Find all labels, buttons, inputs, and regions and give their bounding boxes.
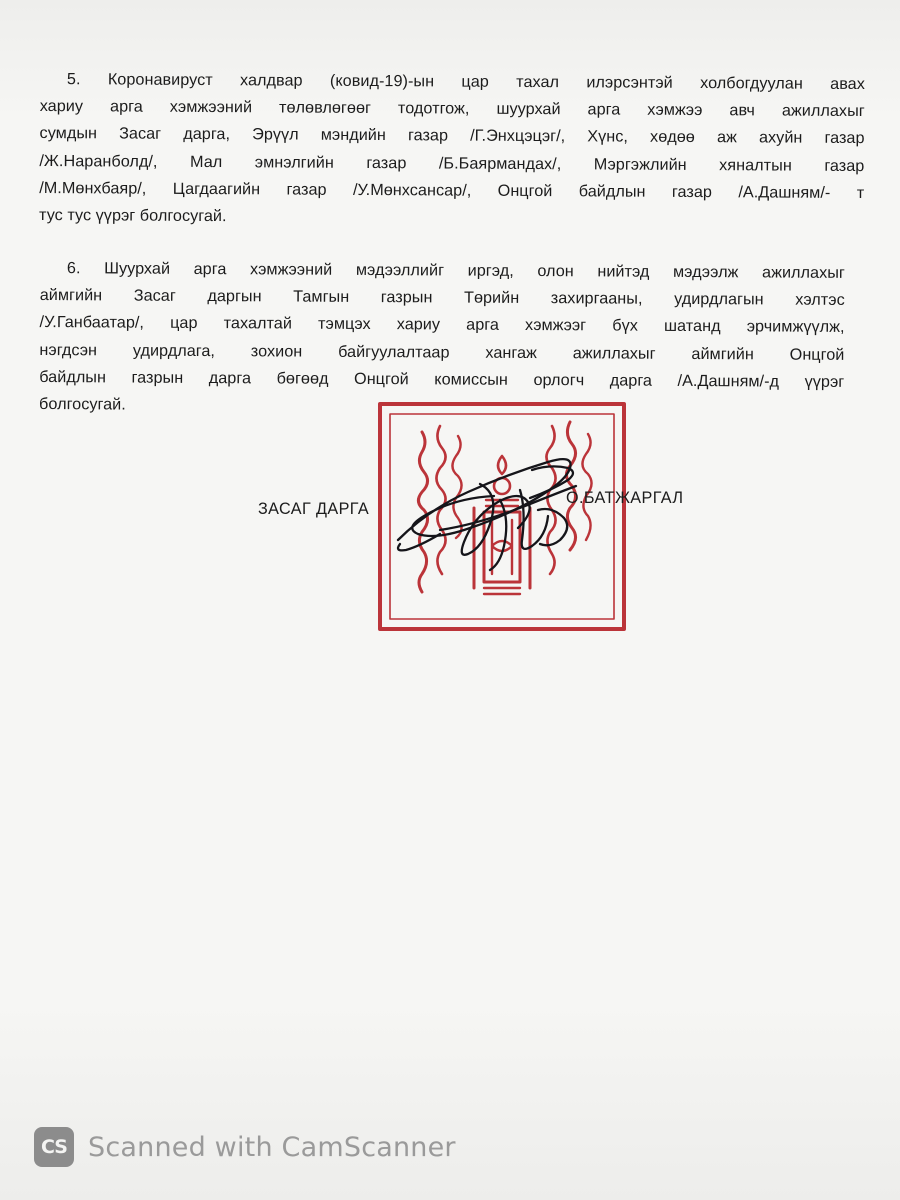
- paragraph-5-line: сумдын Засаг дарга, Эрүүл мэндийн газар /Г.Энхцэцэг/, Хүнс, хөдөө аж ахуйн газар: [39, 124, 865, 148]
- paragraph-5-line: /Ж.Наранболд/, Мал эмнэлгийн газар /Б.Баярмандах/, Мэргэжлийн хяналтын газар: [39, 151, 865, 175]
- paragraph-6-line: /У.Ганбаатар/, цар тахалтай тэмцэх хариу арга хэмжээг бүх шатанд эрчимжүүлж,: [39, 313, 845, 337]
- camscanner-watermark: [34, 1125, 456, 1169]
- paragraph-5-line: 5. Коронавируст халдвар (ковид-19)-ын цар тахал илэрсэнтэй холбогдуулан авах: [66, 70, 865, 94]
- paragraph-6-line: аймгийн Засаг даргын Тамгын газрын Төрийн захиргааны, удирдлагын хэлтэс: [39, 286, 845, 310]
- camscanner-watermark-text: Scanned with CamScanner: [88, 1131, 456, 1163]
- paragraph-6-line: болгосугай.: [39, 395, 126, 414]
- camscanner-logo-icon: CS: [34, 1127, 74, 1167]
- paragraph-5-line: хариу арга хэмжээний төлөвлөгөөг тодотгож, шуурхай арга хэмжээ авч ажиллахыг: [39, 97, 865, 121]
- signatory-name: О.БАТЖАРГАЛ: [566, 489, 684, 507]
- paragraph-6-line: 6. Шуурхай арга хэмжээний мэдээллийг иргэд, олон нийтэд мэдээлж ажиллахыг: [66, 259, 845, 282]
- paragraph-6-line: нэгдсэн удирдлага, зохион байгуулалтаар хангаж ажиллахыг аймгийн Онцгой: [39, 340, 845, 364]
- signature-title: ЗАСАГ ДАРГА: [258, 500, 370, 518]
- paragraph-5-line: /М.Мөнхбаяр/, Цагдаагийн газар /У.Мөнхсансар/, Онцгой байдлын газар /А.Дашням/- т: [39, 178, 865, 202]
- paragraph-5-line: тус тус үүрэг болгосугай.: [39, 206, 227, 226]
- paragraph-5: [39, 66, 865, 234]
- paragraph-6-line: байдлын газрын дарга бөгөөд Онцгой комиссын орлогч дарга /А.Дашням/-д үүрэг: [39, 367, 845, 391]
- handwritten-signature: [380, 440, 640, 590]
